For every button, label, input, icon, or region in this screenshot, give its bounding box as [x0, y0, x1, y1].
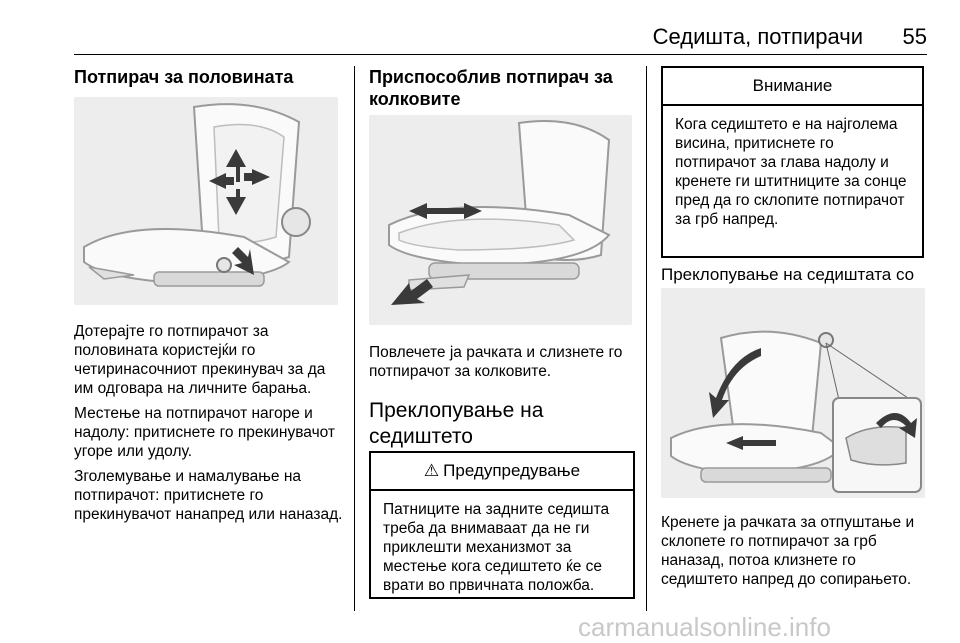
- lumbar-seat-illustration: [74, 97, 338, 305]
- page-header: [74, 24, 927, 54]
- notice-title: Внимание: [663, 68, 922, 106]
- column-divider-1: [354, 66, 355, 611]
- watermark: carmanualsonline.info: [578, 612, 831, 642]
- paragraph: Кренете ја рачката за отпуштање и склопете го потпирачот за грб наназад, потоа клизнете го седиштето напред до сопирањето.: [661, 514, 915, 588]
- seat-folding-heading: Преклопување на седиштето: [369, 399, 544, 448]
- col1-body: [74, 322, 346, 530]
- header-rule: [74, 54, 927, 55]
- paragraph: Местење на потпирачот нагоре и надолу: притиснете го прекинувачот угоре или удолу.: [74, 405, 336, 460]
- seat-folding-illustration: [661, 288, 925, 498]
- paragraph: Дотерајте го потпирачот за половината користејќи го четиринасочниот прекинувач за да им одговара на личните барања.: [74, 323, 326, 397]
- hip-support-illustration: [369, 115, 632, 325]
- lumbar-support-heading: Потпирач за половината: [74, 67, 294, 87]
- hip-support-heading: Приспособлив потпирач за колковите: [369, 67, 613, 109]
- page-number: 55: [902, 24, 927, 49]
- manual-seat-folding-heading: Преклопување на седиштата со: [661, 265, 915, 284]
- warning-header: [371, 453, 633, 491]
- notice-box: [661, 66, 924, 258]
- paragraph: Зголемување и намалување на потпирачот: притиснете го прекинувачот нанапред или наназад.: [74, 468, 343, 523]
- notice-text: Кога седиштето е на најголема висина, притиснете го потпирачот за глава надолу и кренете ги штитниците за сонце пред да го склопите потпирачот за грб напред.: [675, 116, 907, 228]
- warning-box: [369, 451, 635, 599]
- paragraph: Повлечете ја рачката и слизнете го потпирачот за колковите.: [369, 344, 623, 380]
- column-divider-2: [646, 66, 647, 611]
- section-title: Седишта, потпирачи: [652, 24, 863, 49]
- col2-body: [369, 343, 637, 387]
- col3-body: [661, 513, 933, 595]
- warning-triangle-icon: ⚠: [423, 461, 440, 480]
- warning-text: Патниците на задните седишта треба да внимаваат да не ги приклешти механизмот за местење кога седиштето ќе се врати во првичната положба.: [383, 501, 610, 594]
- warning-title: Предупредување: [443, 461, 581, 480]
